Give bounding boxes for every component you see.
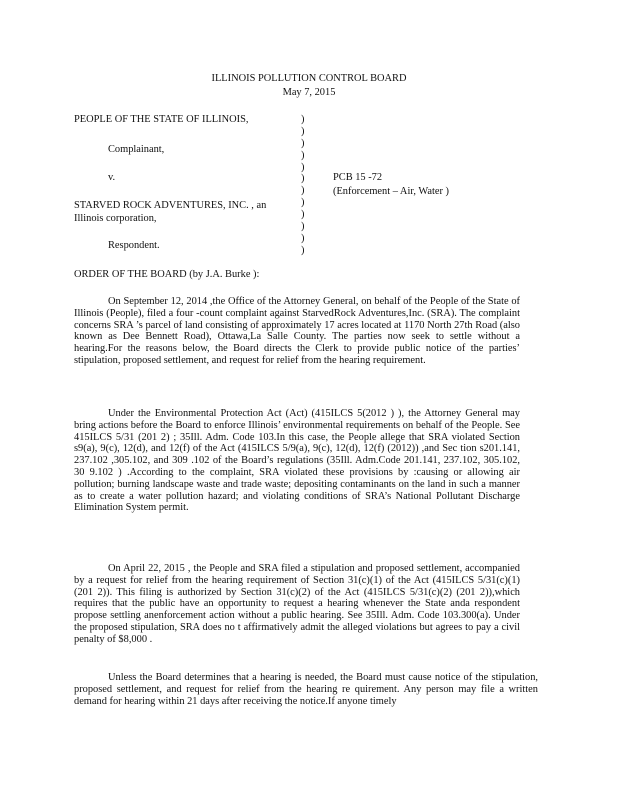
caption-parentheses: [301, 114, 304, 257]
board-title: ILLINOIS POLLUTION CONTROL BOARD: [211, 73, 407, 84]
order-date: May 7, 2015: [282, 87, 336, 98]
paren: ): [301, 197, 305, 209]
paren: ): [301, 244, 305, 256]
paragraph-text: On September 12, 2014 ,the Office of the Attorney General, on behalf of the People of the State of Illinois (People), filed a four -count complaint against StarvedRock Adventures,Inc. (SRA). The complaint concerns SRA ’s parcel of land consisting of approximately 17 acres located at 1170 North 27th Road (also known as Dee Bennett Road), Ottawa,La Salle County. The parties now seek to settle without a hearing.For the reasons below, the Board directs the Clerk to provide public notice of the parties’ stipulation, proposed settlement, and request for relief from the hearing requirement.: [74, 296, 520, 366]
paren: ): [301, 149, 305, 161]
paren: ): [301, 221, 305, 233]
paren: ): [301, 137, 305, 149]
respondent-label: Respondent.: [108, 240, 160, 251]
paren: ): [301, 173, 305, 185]
plaintiff-name: PEOPLE OF THE STATE OF ILLINOIS,: [74, 114, 249, 125]
versus-label: v.: [108, 172, 116, 183]
paren: ): [301, 232, 305, 244]
complainant-label: Complainant,: [108, 144, 165, 155]
paren: ): [301, 209, 305, 221]
paragraph-text: Unless the Board determines that a hearing is needed, the Board must cause notice of the stipulation, proposed settlement, and request for relief from the hearing re quirement. Any person may file a written demand for hearing within 21 days after receiving the notice.If anyone timely: [74, 672, 538, 707]
defendant-name: STARVED ROCK ADVENTURES, INC. , an: [74, 200, 267, 211]
paren: ): [301, 125, 305, 137]
case-number: PCB 15 -72: [333, 172, 383, 183]
paragraph-text: On April 22, 2015 , the People and SRA filed a stipulation and proposed settlement, accompanied by a request for relief from the hearing requirement of Section 31(c)(1) of the Act (415ILCS 5/31(c)(1) (201 2)). This filing is authorized by Section 31(c)(2) of the Act (415ILCS 5/31(c)(2) (201 2)),which requires that the public have an opportunity to request a hearing whenever the State anda respondent propose settling anenforcement action without a public hearing. See 35Ill. Adm. Code 103.300(a). Under the proposed stipulation, SRA does no t affirmatively admit the alleged violations but agrees to pay a civil penalty of $8,000 .: [74, 563, 520, 645]
paragraph-3: [74, 563, 520, 646]
paren: ): [301, 114, 305, 125]
paragraph-1: [74, 296, 520, 367]
paragraph-2: [74, 408, 520, 514]
order-heading: ORDER OF THE BOARD (by J.A. Burke ):: [74, 269, 260, 280]
paragraph-4: [74, 672, 538, 707]
paren: ): [301, 185, 305, 197]
defendant-descriptor: Illinois corporation,: [74, 213, 157, 224]
paragraph-text: Under the Environmental Protection Act (Act) (415ILCS 5(2012 ) ), the Attorney General may bring actions before the Board to enforce Illinois’ environmental requirements on behalf of the People. See 415ILCS 5/31 (201 2) ; 35Ill. Adm. Code 103.In this case, the People allege that SRA violated Section s9(a), 9(c), 12(d), and 12(f) of the Act (415ILCS 5/9(a), 9(c), 12(d), 12(f) (2012)) ,and Sec tion s201.141, 237.102 ,305.102, and 309 .102 of the Board’s regulations (35Ill. Adm.Code 201.141, 237.102, 305.102, 30 9.102 ) .According to the complaint, SRA violated these provisions by :causing or allowing air pollution; burning landscape waste and trade waste; depositing contaminants on the land in such a manner as to create a water pollution hazard; and violating conditions of SRA’s National Pollutant Discharge Elimination System permit.: [74, 408, 520, 514]
case-type: (Enforcement – Air, Water ): [333, 186, 449, 197]
paren: ): [301, 161, 305, 173]
